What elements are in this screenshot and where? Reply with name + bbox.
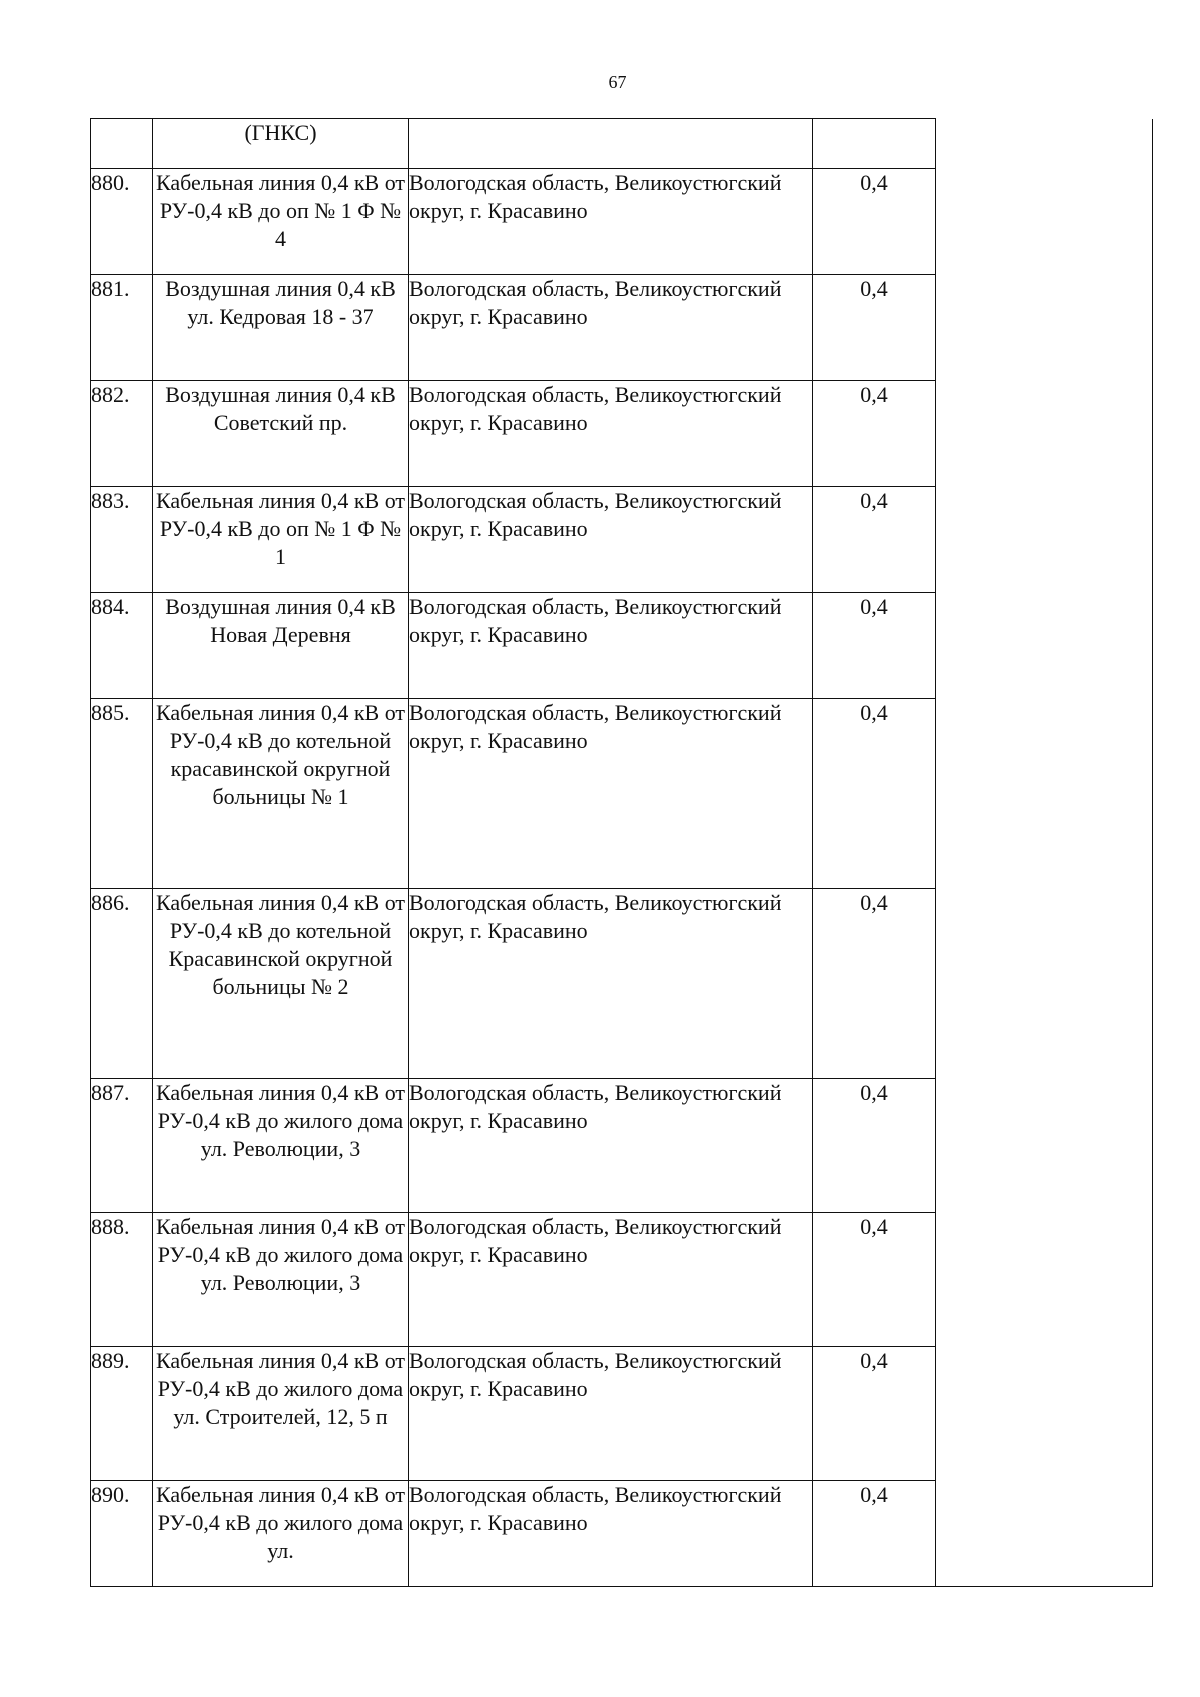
object-name-cell: Кабельная линия 0,4 кВ от РУ-0,4 кВ до жилого дома ул. [153, 1481, 409, 1587]
address-cell: Вологодская область, Великоустюгский округ, г. Красавино [409, 699, 813, 889]
object-name-cell: Кабельная линия 0,4 кВ от РУ-0,4 кВ до жилого дома ул. Революции, 3 [153, 1213, 409, 1347]
extra-cell [936, 889, 1153, 1079]
address-cell: Вологодская область, Великоустюгский округ, г. Красавино [409, 1347, 813, 1481]
voltage-cell [813, 119, 936, 169]
voltage-cell: 0,4 [813, 889, 936, 1079]
voltage-cell: 0,4 [813, 593, 936, 699]
row-number-cell: 888. [91, 1213, 153, 1347]
row-number-cell [91, 119, 153, 169]
extra-cell [936, 275, 1153, 381]
row-number-cell: 889. [91, 1347, 153, 1481]
row-number-cell: 880. [91, 169, 153, 275]
table-row [91, 1347, 1153, 1481]
row-number-cell: 884. [91, 593, 153, 699]
object-name-cell: Воздушная линия 0,4 кВ Новая Деревня [153, 593, 409, 699]
voltage-cell: 0,4 [813, 487, 936, 593]
object-name-cell: Воздушная линия 0,4 кВ Советский пр. [153, 381, 409, 487]
row-number-cell: 887. [91, 1079, 153, 1213]
table-row [91, 1213, 1153, 1347]
address-cell: Вологодская область, Великоустюгский округ, г. Красавино [409, 593, 813, 699]
address-cell: Вологодская область, Великоустюгский округ, г. Красавино [409, 275, 813, 381]
address-cell: Вологодская область, Великоустюгский округ, г. Красавино [409, 889, 813, 1079]
table-row [91, 275, 1153, 381]
registry-table [90, 118, 1153, 1587]
table-row [91, 381, 1153, 487]
object-name-cell: Кабельная линия 0,4 кВ от РУ-0,4 кВ до котельной красавинской округной больницы № 1 [153, 699, 409, 889]
object-name-cell: (ГНКС) [153, 119, 409, 169]
voltage-cell: 0,4 [813, 275, 936, 381]
row-number-cell: 883. [91, 487, 153, 593]
row-number-cell: 881. [91, 275, 153, 381]
extra-cell [936, 169, 1153, 275]
row-number-cell: 882. [91, 381, 153, 487]
address-cell: Вологодская область, Великоустюгский округ, г. Красавино [409, 487, 813, 593]
page-number: 67 [608, 72, 627, 92]
extra-cell [936, 1481, 1153, 1587]
address-cell [409, 119, 813, 169]
table-row-continued [91, 119, 1153, 169]
extra-cell [936, 1347, 1153, 1481]
object-name-cell: Кабельная линия 0,4 кВ от РУ-0,4 кВ до жилого дома ул. Революции, 3 [153, 1079, 409, 1213]
voltage-cell: 0,4 [813, 1481, 936, 1587]
voltage-cell: 0,4 [813, 1079, 936, 1213]
object-name-cell: Кабельная линия 0,4 кВ от РУ-0,4 кВ до жилого дома ул. Строителей, 12, 5 п [153, 1347, 409, 1481]
voltage-cell: 0,4 [813, 169, 936, 275]
address-cell: Вологодская область, Великоустюгский округ, г. Красавино [409, 1079, 813, 1213]
extra-cell [936, 119, 1153, 169]
table-row [91, 1079, 1153, 1213]
object-name-cell: Кабельная линия 0,4 кВ от РУ-0,4 кВ до котельной Красавинской округной больницы № 2 [153, 889, 409, 1079]
voltage-cell: 0,4 [813, 699, 936, 889]
extra-cell [936, 1213, 1153, 1347]
address-cell: Вологодская область, Великоустюгский округ, г. Красавино [409, 381, 813, 487]
voltage-cell: 0,4 [813, 1347, 936, 1481]
row-number-cell: 890. [91, 1481, 153, 1587]
table-row [91, 169, 1153, 275]
address-cell: Вологодская область, Великоустюгский округ, г. Красавино [409, 1213, 813, 1347]
table-row [91, 1481, 1153, 1587]
extra-cell [936, 487, 1153, 593]
address-cell: Вологодская область, Великоустюгский округ, г. Красавино [409, 1481, 813, 1587]
voltage-cell: 0,4 [813, 1213, 936, 1347]
voltage-cell: 0,4 [813, 381, 936, 487]
row-number-cell: 886. [91, 889, 153, 1079]
extra-cell [936, 593, 1153, 699]
table-row [91, 487, 1153, 593]
extra-cell [936, 699, 1153, 889]
table-row [91, 889, 1153, 1079]
object-name-cell: Воздушная линия 0,4 кВ ул. Кедровая 18 - 37 [153, 275, 409, 381]
extra-cell [936, 1079, 1153, 1213]
table-row [91, 699, 1153, 889]
extra-cell [936, 381, 1153, 487]
table-row [91, 593, 1153, 699]
object-name-cell: Кабельная линия 0,4 кВ от РУ-0,4 кВ до оп № 1 Ф № 4 [153, 169, 409, 275]
row-number-cell: 885. [91, 699, 153, 889]
object-name-cell: Кабельная линия 0,4 кВ от РУ-0,4 кВ до оп № 1 Ф № 1 [153, 487, 409, 593]
address-cell: Вологодская область, Великоустюгский округ, г. Красавино [409, 169, 813, 275]
